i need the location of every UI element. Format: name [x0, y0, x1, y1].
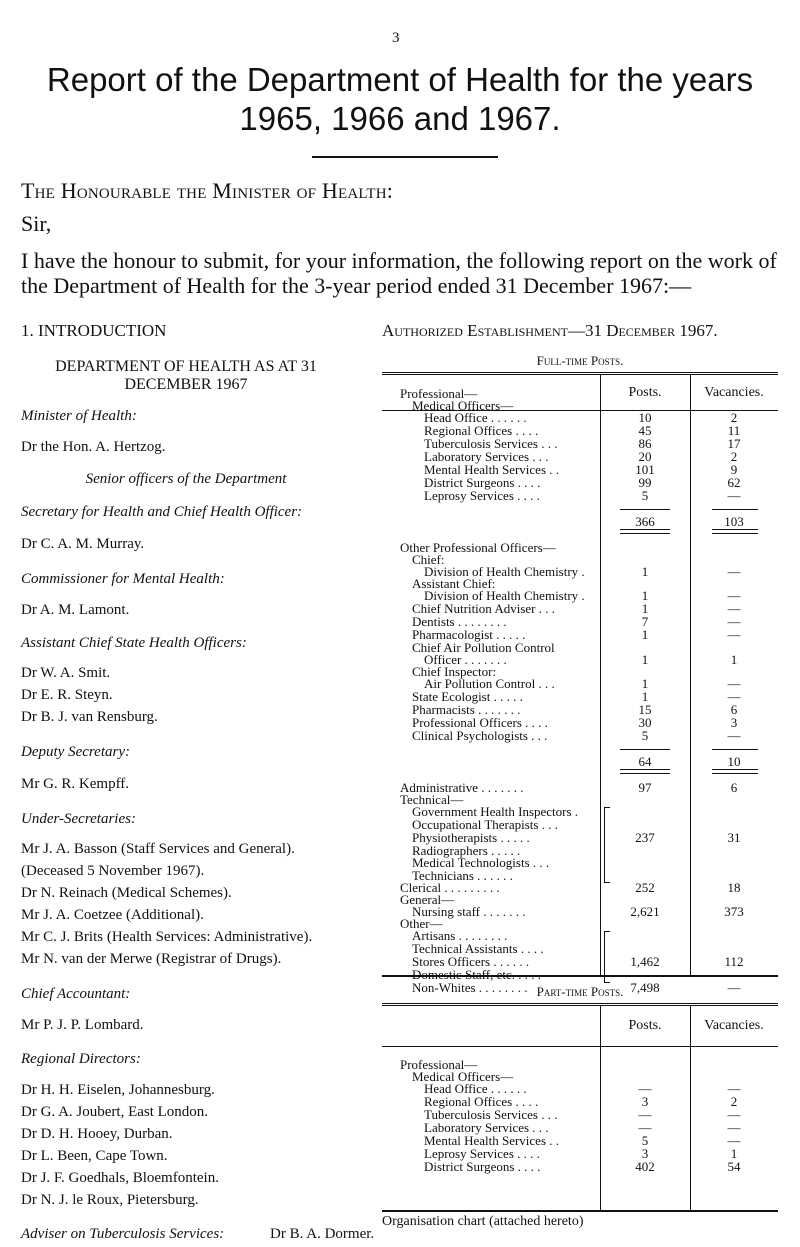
- officer-name: Dr L. Been, Cape Town.: [21, 1148, 168, 1164]
- full-time-posts-value: 366: [635, 514, 655, 529]
- officer-name: Dr D. H. Hooey, Durban.: [21, 1126, 173, 1142]
- full-time-posts-value: 1: [641, 564, 649, 579]
- full-time-vacancies-value: 18: [727, 880, 741, 895]
- full-time-row-label: Chief Nutrition Adviser . . .: [412, 601, 555, 616]
- full-time-posts-value: 1: [641, 689, 649, 704]
- full-time-row-label: Tuberculosis Services . . .: [424, 436, 558, 451]
- part-time-posts-value: —: [638, 1107, 652, 1122]
- full-time-row-label: Other Professional Officers—: [400, 540, 556, 555]
- officer-name: Dr C. A. M. Murray.: [21, 536, 145, 552]
- part-time-row-label: District Surgeons . . . .: [424, 1159, 541, 1174]
- group-brace: [604, 807, 610, 883]
- col-header-vacancies: Vacancies.: [704, 1018, 764, 1033]
- full-time-row-label: State Ecologist . . . . .: [412, 689, 523, 704]
- full-time-vacancies-value: 2: [730, 410, 738, 425]
- officer-name: Dr J. F. Goedhals, Bloemfontein.: [21, 1170, 219, 1186]
- authorized-establishment-heading: Authorized Establishment—31 December 1967.: [382, 321, 718, 340]
- full-time-vacancies-value: 9: [730, 462, 738, 477]
- officer-name: Dr B. J. van Rensburg.: [21, 709, 158, 725]
- full-time-row-label: Pharmacologist . . . . .: [412, 627, 526, 642]
- report-title: Report of the Department of Health for the years 1965, 1966 and 1967.: [46, 61, 754, 137]
- full-time-posts-value: 252: [635, 880, 655, 895]
- full-time-vacancies-value: —: [727, 564, 741, 579]
- full-time-posts-value: 7: [641, 614, 649, 629]
- officer-label: Secretary for Health and Chief Health Officer:: [21, 504, 303, 520]
- intro-paragraph: I have the honour to submit, for your information, the following report on the work of the Department of Health for the 3-year period ended 31 December 1967:—: [21, 248, 777, 298]
- officer-name: Dr W. A. Smit.: [21, 665, 111, 681]
- full-time-posts-value: 99: [638, 475, 652, 490]
- full-time-row-label: Mental Health Services . .: [424, 462, 560, 477]
- full-time-vacancies-value: 62: [727, 475, 741, 490]
- full-time-row-label: Physiotherapists . . . . .: [412, 830, 530, 845]
- part-time-posts-value: 5: [641, 1133, 649, 1148]
- part-time-vacancies-value: —: [727, 1120, 741, 1135]
- full-time-row-label: Technical Assistants . . . .: [412, 941, 544, 956]
- full-time-row-label: Other—: [400, 916, 443, 931]
- officer-label: Commissioner for Mental Health:: [21, 571, 225, 587]
- full-time-posts-value: 15: [638, 702, 652, 717]
- officer-name: Dr N. J. le Roux, Pietersburg.: [21, 1192, 199, 1208]
- col-header-vacancies: Vacancies.: [704, 385, 764, 400]
- full-time-posts-value: 101: [635, 462, 655, 477]
- officer-name: Dr E. R. Steyn.: [21, 687, 113, 703]
- part-time-vacancies-value: —: [727, 1107, 741, 1122]
- full-time-vacancies-value: —: [727, 601, 741, 616]
- officer-label: Chief Accountant:: [21, 986, 131, 1002]
- full-time-row-label: Air Pollution Control . . .: [424, 676, 555, 691]
- part-time-row-label: Tuberculosis Services . . .: [424, 1107, 558, 1122]
- full-time-vacancies-value: 3: [730, 715, 738, 730]
- full-time-vacancies-value: 17: [727, 436, 741, 451]
- full-time-row-label: Clerical . . . . . . . . .: [400, 880, 500, 895]
- full-time-posts-value: 86: [638, 436, 652, 451]
- full-time-posts-value: 5: [641, 728, 649, 743]
- officer-name: Dr H. H. Eiselen, Johannesburg.: [21, 1082, 215, 1098]
- full-time-posts-value: 64: [638, 754, 652, 769]
- full-time-vacancies-value: 103: [724, 514, 744, 529]
- full-time-vacancies-value: 11: [727, 423, 741, 438]
- full-time-posts-value: 5: [641, 488, 649, 503]
- officer-label: Senior officers of the Department: [85, 471, 287, 487]
- full-time-row-label: Chief:: [412, 552, 445, 567]
- officer-name: Mr C. J. Brits (Health Services: Administrative).: [21, 929, 313, 945]
- full-time-posts-value: 1,462: [630, 954, 660, 969]
- part-time-heading: Part-time Posts.: [536, 984, 624, 999]
- full-time-row-label: Dentists . . . . . . . .: [412, 614, 507, 629]
- full-time-vacancies-value: 2: [730, 449, 738, 464]
- officer-name: Mr J. A. Coetzee (Additional).: [21, 907, 204, 923]
- part-time-row-label: Leprosy Services . . . .: [424, 1146, 540, 1161]
- officer-name: Dr G. A. Joubert, East London.: [21, 1104, 209, 1120]
- officer-name: Mr G. R. Kempff.: [21, 776, 130, 792]
- full-time-posts-value: 1: [641, 652, 649, 667]
- full-time-posts-value: 1: [641, 588, 649, 603]
- salutation: Sir,: [21, 211, 52, 236]
- officer-label: Regional Directors:: [21, 1051, 141, 1067]
- full-time-vacancies-value: —: [727, 728, 741, 743]
- full-time-row-label: Stores Officers . . . . . .: [412, 954, 530, 969]
- part-time-posts-value: 402: [635, 1159, 655, 1174]
- full-time-row-label: Radiographers . . . . .: [412, 843, 521, 858]
- officer-name: Mr J. A. Basson (Staff Services and General).: [21, 841, 295, 857]
- full-time-vacancies-value: —: [727, 488, 741, 503]
- full-time-row-label: Officer . . . . . . .: [424, 652, 507, 667]
- part-time-row-label: Laboratory Services . . .: [424, 1120, 549, 1135]
- full-time-vacancies-value: 6: [730, 702, 738, 717]
- officer-name: Dr A. M. Lamont.: [21, 602, 130, 618]
- full-time-row-label: Nursing staff . . . . . . .: [412, 904, 526, 919]
- title-divider: [312, 156, 498, 158]
- full-time-row-label: Administrative . . . . . . .: [400, 780, 524, 795]
- col-header-posts: Posts.: [628, 385, 662, 400]
- full-time-row-label: Occupational Therapists . . .: [412, 817, 558, 832]
- full-time-row-label: Regional Offices . . . .: [424, 423, 539, 438]
- part-time-row-label: Mental Health Services . .: [424, 1133, 560, 1148]
- officer-name: Dr N. Reinach (Medical Schemes).: [21, 885, 232, 901]
- full-time-vacancies-value: 6: [730, 780, 738, 795]
- full-time-vacancies-value: 1: [730, 652, 738, 667]
- officer-name: Dr B. A. Dormer.: [270, 1226, 375, 1242]
- full-time-posts-value: 45: [638, 423, 652, 438]
- part-time-vacancies-value: —: [727, 1081, 741, 1096]
- full-time-row-label: Division of Health Chemistry .: [424, 588, 585, 603]
- officer-name: Mr N. van der Merwe (Registrar of Drugs).: [21, 951, 282, 967]
- full-time-row-label: Professional Officers . . . .: [412, 715, 548, 730]
- part-time-posts-value: —: [638, 1081, 652, 1096]
- full-time-row-label: Assistant Chief:: [412, 576, 496, 591]
- officer-label: Assistant Chief State Health Officers:: [21, 635, 247, 651]
- officer-label: Adviser on Tuberculosis Services:: [21, 1226, 225, 1242]
- officer-label: Deputy Secretary:: [21, 744, 130, 760]
- part-time-posts-value: 3: [641, 1146, 649, 1161]
- full-time-row-label: Artisans . . . . . . . .: [412, 928, 508, 943]
- salutation-heading: The Honourable the Minister of Health:: [21, 178, 394, 203]
- full-time-row-label: Government Health Inspectors .: [412, 804, 579, 819]
- full-time-posts-value: 10: [638, 410, 652, 425]
- part-time-vacancies-value: 2: [730, 1094, 738, 1109]
- full-time-posts-value: 1: [641, 601, 649, 616]
- full-time-vacancies-value: 373: [724, 904, 744, 919]
- full-time-row-label: Domestic Staff, etc. . . . .: [412, 967, 542, 982]
- part-time-row-label: Professional—: [400, 1057, 478, 1072]
- full-time-vacancies-value: —: [727, 588, 741, 603]
- page-number: 3: [392, 30, 400, 46]
- full-time-row-label: General—: [400, 892, 455, 907]
- part-time-row-label: Medical Officers—: [412, 1069, 514, 1084]
- full-time-row-label: Technical—: [400, 792, 464, 807]
- full-time-posts-value: 1: [641, 627, 649, 642]
- officer-label: Under-Secretaries:: [21, 811, 136, 827]
- full-time-posts-value: 30: [638, 715, 652, 730]
- full-time-posts-value: 97: [638, 780, 652, 795]
- full-time-posts-value: 237: [635, 830, 655, 845]
- full-time-vacancies-value: 112: [724, 954, 744, 969]
- full-time-row-label: Non-Whites . . . . . . . .: [412, 980, 528, 995]
- part-time-row-label: Regional Offices . . . .: [424, 1094, 539, 1109]
- full-time-posts-value: 7,498: [630, 980, 660, 995]
- part-time-posts-value: 3: [641, 1094, 649, 1109]
- officer-name: Mr P. J. P. Lombard.: [21, 1017, 144, 1033]
- col-header-posts: Posts.: [628, 1018, 662, 1033]
- full-time-row-label: Division of Health Chemistry .: [424, 564, 585, 579]
- full-time-row-label: District Surgeons . . . .: [424, 475, 541, 490]
- full-time-vacancies-value: —: [727, 689, 741, 704]
- footer-note: Organisation chart (attached hereto): [382, 1214, 584, 1229]
- full-time-row-label: Head Office . . . . . .: [424, 410, 527, 425]
- full-time-row-label: Pharmacists . . . . . . .: [412, 702, 521, 717]
- part-time-posts-value: —: [638, 1120, 652, 1135]
- full-time-posts-value: 20: [638, 449, 652, 464]
- full-time-vacancies-value: —: [727, 980, 741, 995]
- full-time-vacancies-value: 10: [727, 754, 741, 769]
- full-time-row-label: Technicians . . . . . .: [412, 868, 513, 883]
- department-heading: DEPARTMENT OF HEALTH AS AT 31 DECEMBER 1967: [55, 358, 317, 393]
- full-time-vacancies-value: —: [727, 676, 741, 691]
- full-time-row-label: Medical Officers—: [412, 398, 514, 413]
- part-time-row-label: Head Office . . . . . .: [424, 1081, 527, 1096]
- full-time-heading: Full-time Posts.: [536, 353, 624, 368]
- full-time-row-label: Medical Technologists . . .: [412, 855, 550, 870]
- full-time-posts-value: 1: [641, 676, 649, 691]
- group-brace: [604, 931, 610, 983]
- full-time-row-label: Leprosy Services . . . .: [424, 488, 540, 503]
- full-time-vacancies-value: —: [727, 627, 741, 642]
- officer-label: Minister of Health:: [21, 408, 137, 424]
- full-time-row-label: Laboratory Services . . .: [424, 449, 549, 464]
- section-heading: 1. INTRODUCTION: [21, 321, 167, 340]
- part-time-vacancies-value: 54: [727, 1159, 741, 1174]
- part-time-vacancies-value: 1: [730, 1146, 738, 1161]
- full-time-vacancies-value: 31: [727, 830, 741, 845]
- part-time-table: [382, 1003, 778, 1212]
- full-time-posts-value: 2,621: [630, 904, 660, 919]
- full-time-row-label: Clinical Psychologists . . .: [412, 728, 548, 743]
- full-time-row-label: Chief Inspector:: [412, 664, 497, 679]
- full-time-row-label: Professional—: [400, 386, 478, 401]
- full-time-vacancies-value: —: [727, 614, 741, 629]
- officer-name: Dr the Hon. A. Hertzog.: [21, 439, 166, 455]
- officer-name: (Deceased 5 November 1967).: [21, 863, 205, 879]
- full-time-row-label: Chief Air Pollution Control: [412, 640, 555, 655]
- part-time-vacancies-value: —: [727, 1133, 741, 1148]
